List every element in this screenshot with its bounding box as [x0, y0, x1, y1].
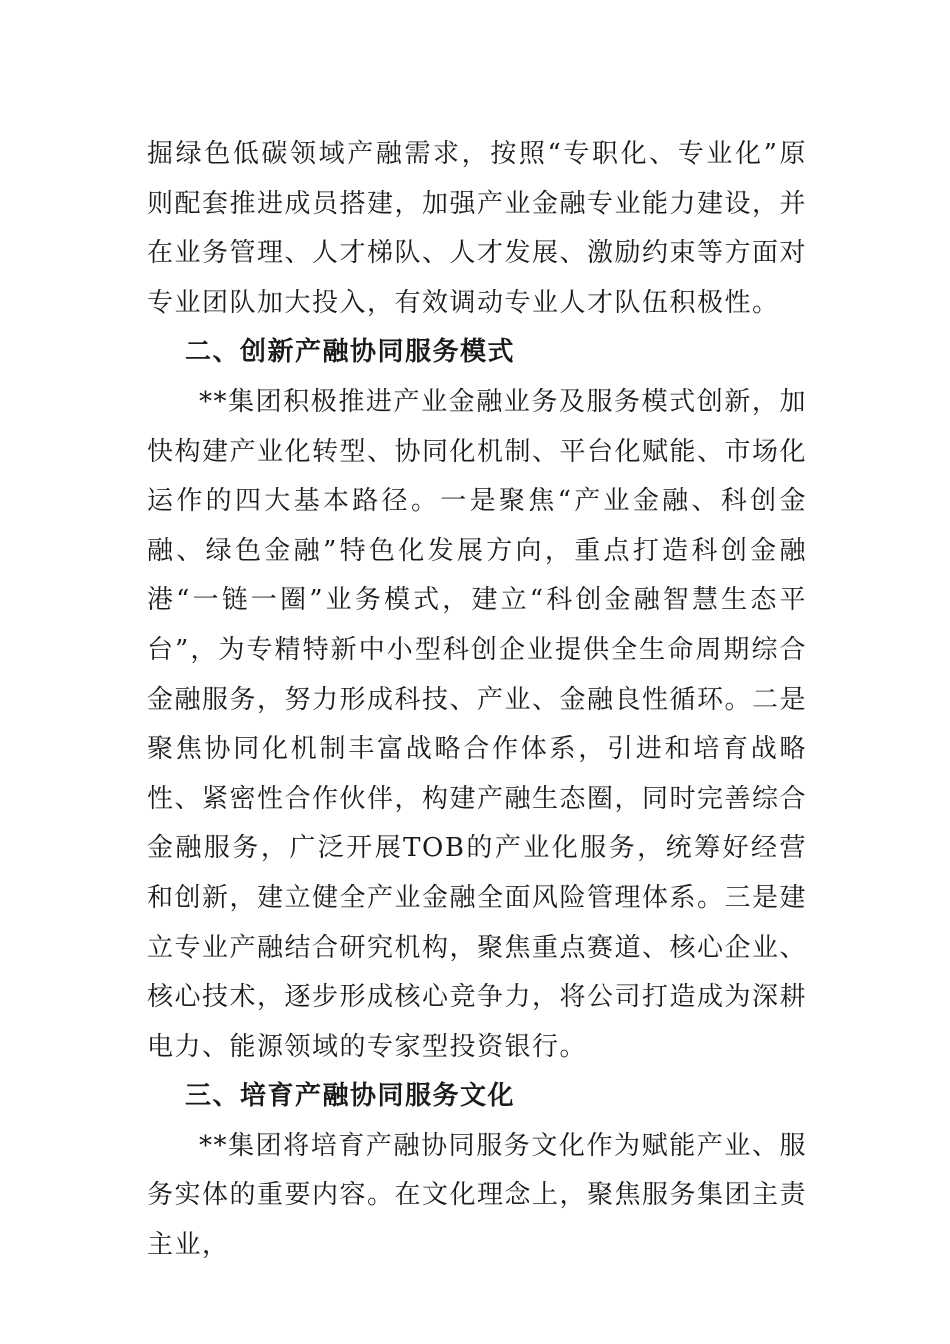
document-body — [147, 130, 807, 1271]
paragraph-service-model: **集团积极推进产业金融业务及服务模式创新，加快构建产业化转型、协同化机制、平台化赋能、市场化运作的四大基本路径。一是聚焦“产业金融、科创金融、绿色金融”特色化发展方向，重点打造科创金融港“一链一圈”业务模式，建立“科创金融智慧生态平台”，为专精特新中小型科创企业提供全生命周期综合金融服务，努力形成科技、产业、金融良性循环。二是聚焦协同化机制丰富战略合作体系，引进和培育战略性、紧密性合作伙伴，构建产融生态圈，同时完善综合金融服务，广泛开展TOB的产业化服务，统筹好经营和创新，建立健全产业金融全面风险管理体系。三是建立专业产融结合研究机构，聚焦重点赛道、核心企业、核心技术，逐步形成核心竞争力，将公司打造成为深耕电力、能源领域的专家型投资银行。 — [147, 386, 808, 1062]
section-heading-2: 二、创新产融协同服务模式 — [185, 337, 516, 368]
paragraph-continued: 掘绿色低碳领域产融需求，按照“专职化、专业化”原则配套推进成员搭建，加强产业金融专业能力建设，并在业务管理、人才梯队、人才发展、激励约束等方面对专业团队加大投入，有效调动专业人才队伍积极性。 — [147, 139, 808, 318]
paragraph-service-culture: **集团将培育产融协同服务文化作为赋能产业、服务实体的重要内容。在文化理念上，聚焦服务集团主责主业， — [147, 1130, 808, 1261]
section-heading-3: 三、培育产融协同服务文化 — [185, 1081, 516, 1112]
